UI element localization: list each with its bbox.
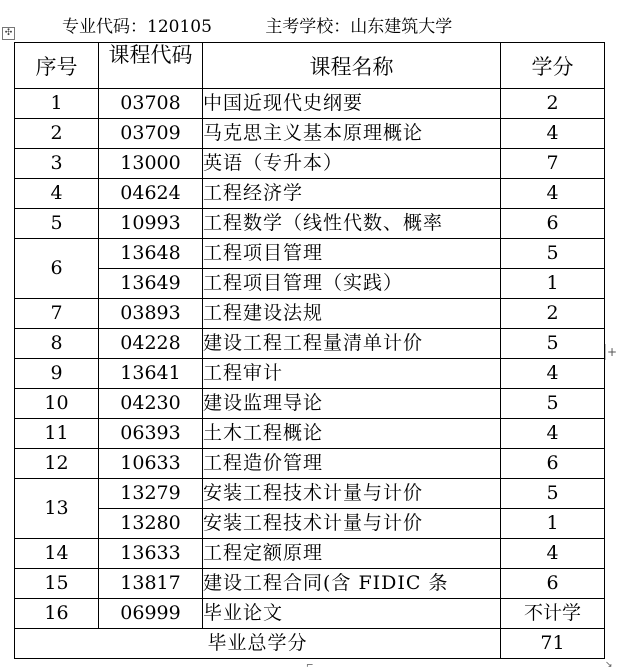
cell-name: 工程项目管理 [203,239,501,269]
cell-code: 13649 [99,269,203,299]
major-code: 专业代码：120105 [62,17,212,37]
table-row [15,599,605,629]
cell-code: 04624 [99,179,203,209]
cell-code: 10993 [99,209,203,239]
resize-corner-icon[interactable]: ↘ [605,660,613,670]
cell-code: 10633 [99,449,203,479]
cell-code: 04230 [99,389,203,419]
table-row [15,389,605,419]
cell-credit: 1 [501,509,605,539]
cell-name: 工程经济学 [203,179,501,209]
cell-credit: 4 [501,539,605,569]
cell-no: 2 [15,119,99,149]
cell-name: 中国近现代史纲要 [203,89,501,119]
cell-no: 4 [15,179,99,209]
add-column-icon[interactable]: + [606,345,618,359]
cell-credit: 5 [501,239,605,269]
total-row [15,629,605,659]
cell-no: 9 [15,359,99,389]
cell-code: 13279 [99,479,203,509]
move-cross-icon[interactable]: ✣ [2,27,15,40]
cell-name: 工程项目管理（实践） [203,269,501,299]
column-header-no: 序号 [15,43,99,89]
total-credits-label: 毕业总学分 [15,629,501,659]
exam-school: 主考学校：山东建筑大学 [265,17,453,37]
add-row-icon[interactable]: ⌐ [306,661,314,671]
cell-no: 15 [15,569,99,599]
cell-credit: 4 [501,359,605,389]
cell-no: 8 [15,329,99,359]
table-row [15,149,605,179]
cell-no: 10 [15,389,99,419]
cell-credit: 2 [501,89,605,119]
cell-no: 3 [15,149,99,179]
cell-credit: 4 [501,419,605,449]
cell-credit: 6 [501,209,605,239]
cell-no: 7 [15,299,99,329]
cell-name: 英语（专升本） [203,149,501,179]
table-row [15,119,605,149]
table-row [15,89,605,119]
column-header-code: 课程代码 [99,43,203,89]
cell-name: 建设监理导论 [203,389,501,419]
total-credits-value: 71 [501,629,605,659]
cell-code: 03893 [99,299,203,329]
cell-code: 13641 [99,359,203,389]
table-row [15,299,605,329]
cell-name: 毕业论文 [203,599,501,629]
cell-credit: 6 [501,569,605,599]
cell-code: 03708 [99,89,203,119]
table-row [15,239,605,269]
cell-code: 06393 [99,419,203,449]
column-header-name: 课程名称 [203,43,501,89]
cell-no: 5 [15,209,99,239]
cell-code: 13280 [99,509,203,539]
cell-name: 建设工程合同(含 FIDIC 条 [203,569,501,599]
table-row [15,209,605,239]
cell-credit: 5 [501,389,605,419]
cell-credit: 1 [501,269,605,299]
cell-code: 13000 [99,149,203,179]
table-row [15,359,605,389]
table-row [15,449,605,479]
cell-code: 04228 [99,329,203,359]
cell-no: 14 [15,539,99,569]
cell-credit: 7 [501,149,605,179]
cell-no: 6 [15,239,99,299]
table-row [15,329,605,359]
cell-code: 13817 [99,569,203,599]
column-header-credit: 学分 [501,43,605,89]
table-row [15,569,605,599]
cell-name: 安装工程技术计量与计价 [203,509,501,539]
cell-code: 03709 [99,119,203,149]
cell-no: 11 [15,419,99,449]
cell-code: 06999 [99,599,203,629]
page-header [62,12,452,37]
cell-name: 工程造价管理 [203,449,501,479]
table-row [15,479,605,509]
cell-credit: 4 [501,179,605,209]
course-table [14,42,605,659]
cell-no: 12 [15,449,99,479]
cell-no: 13 [15,479,99,539]
cell-name: 建设工程工程量清单计价 [203,329,501,359]
cell-credit: 不计学 [501,599,605,629]
cell-credit: 4 [501,119,605,149]
cell-credit: 5 [501,479,605,509]
cell-no: 1 [15,89,99,119]
table-row [15,179,605,209]
cell-no: 16 [15,599,99,629]
table-row [15,539,605,569]
cell-credit: 6 [501,449,605,479]
cell-name: 土木工程概论 [203,419,501,449]
cell-name: 安装工程技术计量与计价 [203,479,501,509]
table-row [15,419,605,449]
cell-name: 马克思主义基本原理概论 [203,119,501,149]
cell-name: 工程数学（线性代数、概率 [203,209,501,239]
table-row [15,509,605,539]
cell-code: 13633 [99,539,203,569]
table-header-row [15,43,605,89]
cell-name: 工程定额原理 [203,539,501,569]
cell-name: 工程审计 [203,359,501,389]
cell-credit: 2 [501,299,605,329]
cell-code: 13648 [99,239,203,269]
cell-credit: 5 [501,329,605,359]
table-row [15,269,605,299]
cell-name: 工程建设法规 [203,299,501,329]
